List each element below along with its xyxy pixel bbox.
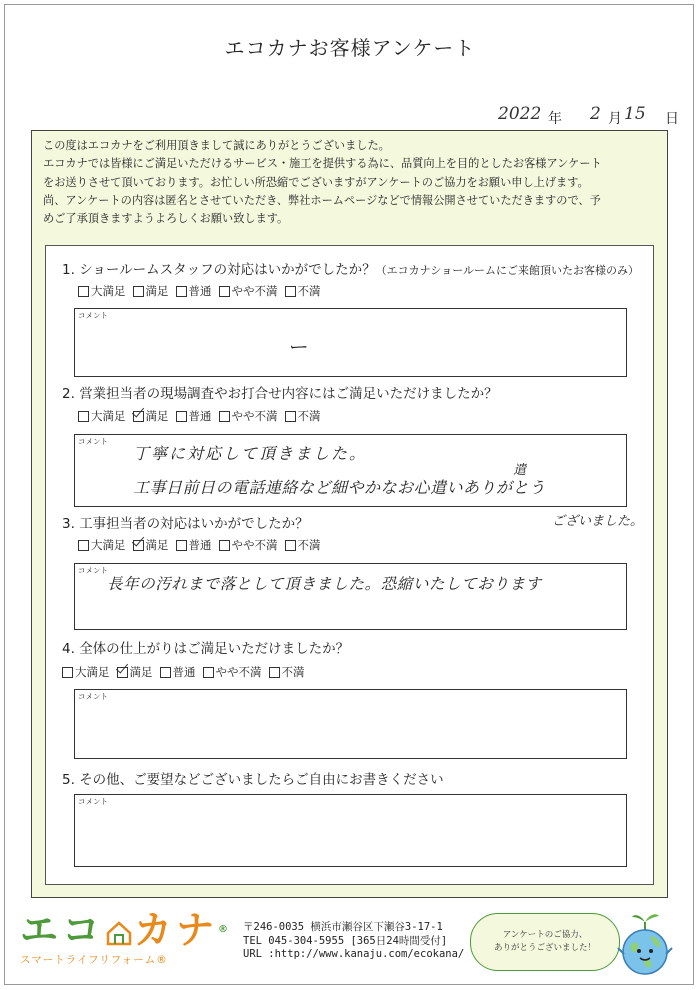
checkbox[interactable]	[133, 286, 144, 297]
option-slightly-dissatisfied[interactable]: やや不満	[219, 283, 278, 299]
question-text: ショールームスタッフの対応はいかがでしたか？	[79, 262, 376, 278]
option-very-satisfied[interactable]: 大満足	[78, 408, 126, 424]
intro-line: エコカナでは皆様にご満足いただけるサービス・施工を提供する為に、品質向上を目的としたお客様アンケート	[43, 157, 602, 171]
comment-label: コメント	[78, 566, 108, 575]
option-very-satisfied[interactable]: 大満足	[78, 283, 126, 299]
comment-box-2[interactable]	[74, 434, 627, 507]
url-line[interactable]: URL :http://www.kanaju.com/ecokana/	[243, 948, 465, 960]
checkbox[interactable]	[285, 411, 296, 422]
option-neutral[interactable]: 普通	[176, 283, 212, 299]
option-neutral[interactable]: 普通	[176, 537, 212, 553]
question-4: 4. 全体の仕上がりはご満足いただけましたか？	[62, 641, 350, 657]
date-year-label: 年	[548, 111, 562, 127]
handwritten-correction: 遣	[513, 463, 527, 478]
question-note: （エコカナショールームにご来館頂いたお客様のみ）	[375, 264, 639, 277]
phone-line: TEL 045-304-5955 [365日24時間受付]	[243, 934, 448, 947]
date-day-label: 日	[665, 111, 679, 127]
question-number: 1.	[62, 262, 75, 278]
date-month-label: 月	[608, 111, 622, 127]
registered-mark: ®	[218, 924, 233, 935]
checkbox-checked[interactable]	[117, 667, 128, 678]
handwritten-comment: 長年の汚れまで落として頂きました。恐縮いたしております	[107, 575, 542, 593]
logo-subtitle: スマートライフリフォーム®	[20, 954, 168, 966]
bubble-line: アンケートのご協力、	[502, 930, 588, 940]
intro-line: めご了承頂きますようよろしくお願い致します。	[43, 212, 289, 226]
checkbox[interactable]	[176, 411, 187, 422]
handwritten-comment: ございました。	[552, 514, 644, 529]
date-day: 15	[624, 104, 646, 124]
question-text: 営業担当者の現場調査やお打合せ内容にはご満足いただけましたか？	[79, 386, 498, 402]
ecokana-logo	[20, 910, 232, 967]
question-text: その他、ご要望などございましたらご自由にお書きください	[79, 772, 444, 788]
option-dissatisfied[interactable]: 不満	[269, 664, 305, 680]
question-3: 3. 工事担当者の対応はいかがでしたか？	[62, 516, 309, 532]
checkbox[interactable]	[219, 411, 230, 422]
option-very-satisfied[interactable]: 大満足	[78, 537, 126, 553]
checkbox-checked[interactable]	[133, 540, 144, 551]
earth-mascot-icon	[614, 908, 676, 978]
company-address	[243, 921, 464, 962]
option-satisfied[interactable]: 満足	[133, 537, 169, 553]
handwritten-comment: 丁寧に対応して頂きました。	[133, 444, 368, 463]
date-month: 2	[590, 104, 601, 124]
option-dissatisfied[interactable]: 不満	[285, 283, 321, 299]
checkbox[interactable]	[285, 540, 296, 551]
intro-line: をお送りさせて頂いております。お忙しい所恐縮でございますがアンケートのご協力をお願い申し上げます。	[43, 175, 589, 189]
comment-label: コメント	[78, 437, 108, 446]
date-year: 2022	[498, 104, 542, 124]
rating-options-2	[78, 408, 321, 424]
checkbox[interactable]	[176, 540, 187, 551]
option-dissatisfied[interactable]: 不満	[285, 537, 321, 553]
logo-text: エコ	[20, 908, 105, 952]
option-neutral[interactable]: 普通	[176, 408, 212, 424]
option-very-satisfied[interactable]: 大満足	[62, 664, 110, 680]
intro-line: 尚、アンケートの内容は匿名とさせていただき、弊社ホームページなどで情報公開させていただきますので、予	[43, 193, 601, 207]
checkbox[interactable]	[203, 667, 214, 678]
rating-options-1	[78, 283, 321, 299]
question-text: 工事担当者の対応はいかがでしたか？	[79, 516, 309, 532]
question-text: 全体の仕上がりはご満足いただけましたか？	[79, 641, 350, 657]
checkbox[interactable]	[62, 667, 73, 678]
comment-box-1[interactable]	[74, 308, 627, 377]
thanks-speech-bubble	[470, 913, 620, 971]
intro-text	[43, 137, 663, 228]
comment-label: コメント	[78, 692, 108, 701]
handwritten-comment: ー	[287, 335, 307, 359]
checkbox[interactable]	[160, 667, 171, 678]
option-satisfied[interactable]: 満足	[117, 664, 153, 680]
handwritten-comment: 工事日前日の電話連絡など細やかなお心遣いありがとう	[133, 478, 546, 497]
rating-options-3	[78, 537, 321, 553]
checkbox[interactable]	[176, 286, 187, 297]
page-title: エコカナお客様アンケート	[224, 36, 476, 60]
bubble-line: ありがとうございました！	[493, 943, 596, 953]
comment-label: コメント	[78, 797, 108, 806]
checkbox[interactable]	[78, 540, 89, 551]
option-slightly-dissatisfied[interactable]: やや不満	[203, 664, 262, 680]
question-2: 2. 営業担当者の現場調査やお打合せ内容にはご満足いただけましたか？	[62, 386, 498, 402]
address-line: 〒246-0035 横浜市瀬谷区下瀬谷3-17-1	[243, 921, 443, 933]
checkbox[interactable]	[219, 540, 230, 551]
option-satisfied[interactable]: 満足	[133, 283, 169, 299]
checkbox-checked[interactable]	[133, 411, 144, 422]
logo-text: カナ	[134, 908, 219, 952]
option-slightly-dissatisfied[interactable]: やや不満	[219, 408, 278, 424]
comment-box-4[interactable]	[74, 689, 627, 759]
question-1	[62, 258, 639, 278]
question-5: 5. その他、ご要望などございましたらご自由にお書きください	[62, 772, 444, 788]
intro-line: この度はエコカナをご利用頂きまして誠にありがとうございました。	[43, 139, 390, 152]
checkbox[interactable]	[269, 667, 280, 678]
option-dissatisfied[interactable]: 不満	[285, 408, 321, 424]
checkbox[interactable]	[78, 286, 89, 297]
rating-options-4	[62, 664, 305, 680]
checkbox[interactable]	[78, 411, 89, 422]
option-neutral[interactable]: 普通	[160, 664, 196, 680]
checkbox[interactable]	[285, 286, 296, 297]
house-icon	[106, 920, 132, 946]
comment-label: コメント	[78, 311, 108, 320]
option-slightly-dissatisfied[interactable]: やや不満	[219, 537, 278, 553]
comment-box-3[interactable]	[74, 563, 627, 630]
option-satisfied[interactable]: 満足	[133, 408, 169, 424]
checkbox[interactable]	[219, 286, 230, 297]
comment-box-5[interactable]	[74, 794, 627, 867]
